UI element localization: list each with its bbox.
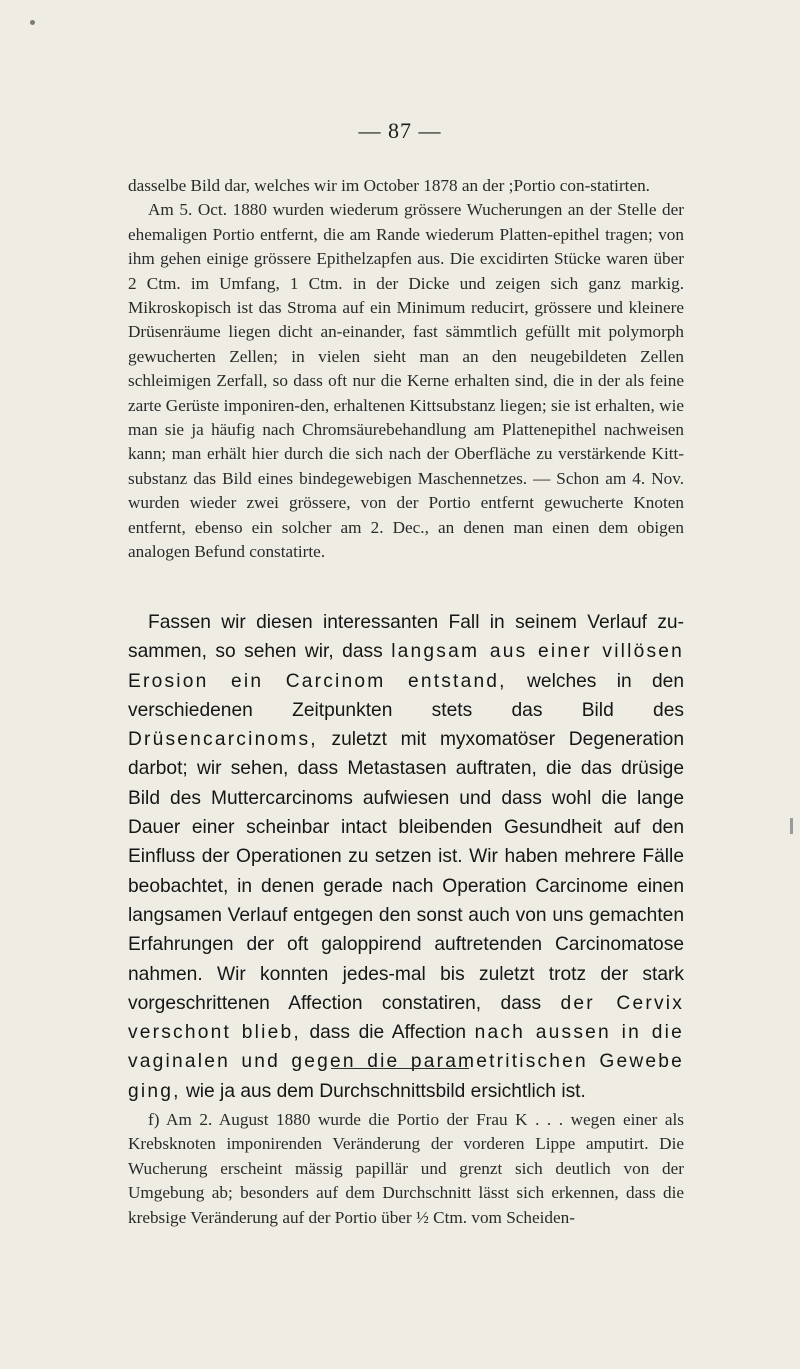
emphasis-glandular-carcinoma: Drüsencarcinoms,: [128, 729, 318, 751]
emphasis-cervix-spared: der Cervix verschont blieb,: [128, 992, 684, 1044]
paragraph-intro-line: dasselbe Bild dar, welches wir im October 1878 an der ;Portio con-statirten.: [128, 176, 650, 195]
paragraph-findings: Am 5. Oct. 1880 wurden wiederum grössere Wucherungen an der Stelle der ehemaligen Portio entfernt, die am Rande wiederum Platten-epithel tragen; von ihm gehen einige grössere Epithelzapfen aus. Die excidirten Stücke waren über 2 Ctm. im Umfang, 1 Ctm. in der Dicke und zeigen sich ganz markig. Mikroskopisch ist das Stroma auf ein Minimum reducirt, grössere und kleinere Drüsenräume liegen dicht an-einander, fast sämmtlich gefüllt mit polymorph gewucherten Zellen; in vielen sieht man an den neugebildeten Zellen schleimigen Zerfall, so dass oft nur die Kerne erhalten sind, die in der als feine zarte Gerüste imponiren-den, erhaltenen Kittsubstanz liegen; sie ist erhalten, wie man sie ja häufig nach Chromsäurebehandlung am Plattenepithel nachweisen kann; man erhält hier durch die sich nach der Oberfläche zu verstärkende Kitt-substanz das Bild eines bindegewebigen Maschennetzes. — Schon am 4. Nov. wurden wieder zwei grössere, von der Portio entfernt gewucherte Knoten entfernt, ebenso ein solcher am 2. Dec., an denen man einen dem obigen analogen Befund constatirte.: [128, 200, 684, 562]
summary-text-2: welches in den verschiedenen Zeitpunkten stets das Bild des: [128, 670, 684, 721]
summary-text-1: Fassen wir diesen interessanten Fall in seinem Verlauf zu-sammen, so sehen wir, dass: [128, 612, 684, 663]
emphasis-spread-direction: nach aussen in die vaginalen und gegen die parametritischen Gewebe ging,: [128, 1022, 684, 1102]
summary-text-4: dass die Affection: [300, 1022, 475, 1044]
section-divider: [331, 1068, 469, 1069]
paragraph-case-continuation: [128, 174, 684, 565]
emphasis-erosion-carcinoma: langsam aus einer villösen Erosion ein Carcinom entstand,: [128, 641, 685, 692]
paragraph-summary: [128, 608, 684, 1106]
edge-mark: [790, 818, 793, 834]
summary-text-3: zuletzt mit myxomatöser Degeneration darbot; wir sehen, dass Metastasen auftraten, die das drüsige Bild des Muttercarcinoms aufwiesen und dass wohl die lange Dauer einer scheinbar intact bleibenden Gesundheit auf den Einfluss der Operationen zu setzen ist. Wir haben mehrere Fälle beobachtet, in denen gerade nach Operation Carcinome einen langsamen Verlauf entgegen den sonst auch von uns gemachten Erfahrungen der oft galoppirend auftretenden Carcinomatose nahmen. Wir konnten jedes-mal bis zuletzt trotz der stark vorgeschrittenen Affection constatiren, dass: [128, 729, 684, 1014]
page-number: — 87 —: [358, 118, 442, 143]
paragraph-case-f: f) Am 2. August 1880 wurde die Portio der Frau K . . . wegen einer als Krebsknoten imponirenden Veränderung der vorderen Lippe amputirt. Die Wucherung erscheint mässig papillär und grenzt sich deutlich von der Umgebung ab; besonders auf dem Durchschnitt lässt sich erkennen, dass die krebsige Veränderung auf der Portio über ½ Ctm. vom Scheiden-: [128, 1110, 684, 1227]
page-mark: [30, 20, 35, 25]
summary-text-5: wie ja aus dem Durchschnittsbild ersichtlich ist.: [180, 1080, 586, 1102]
